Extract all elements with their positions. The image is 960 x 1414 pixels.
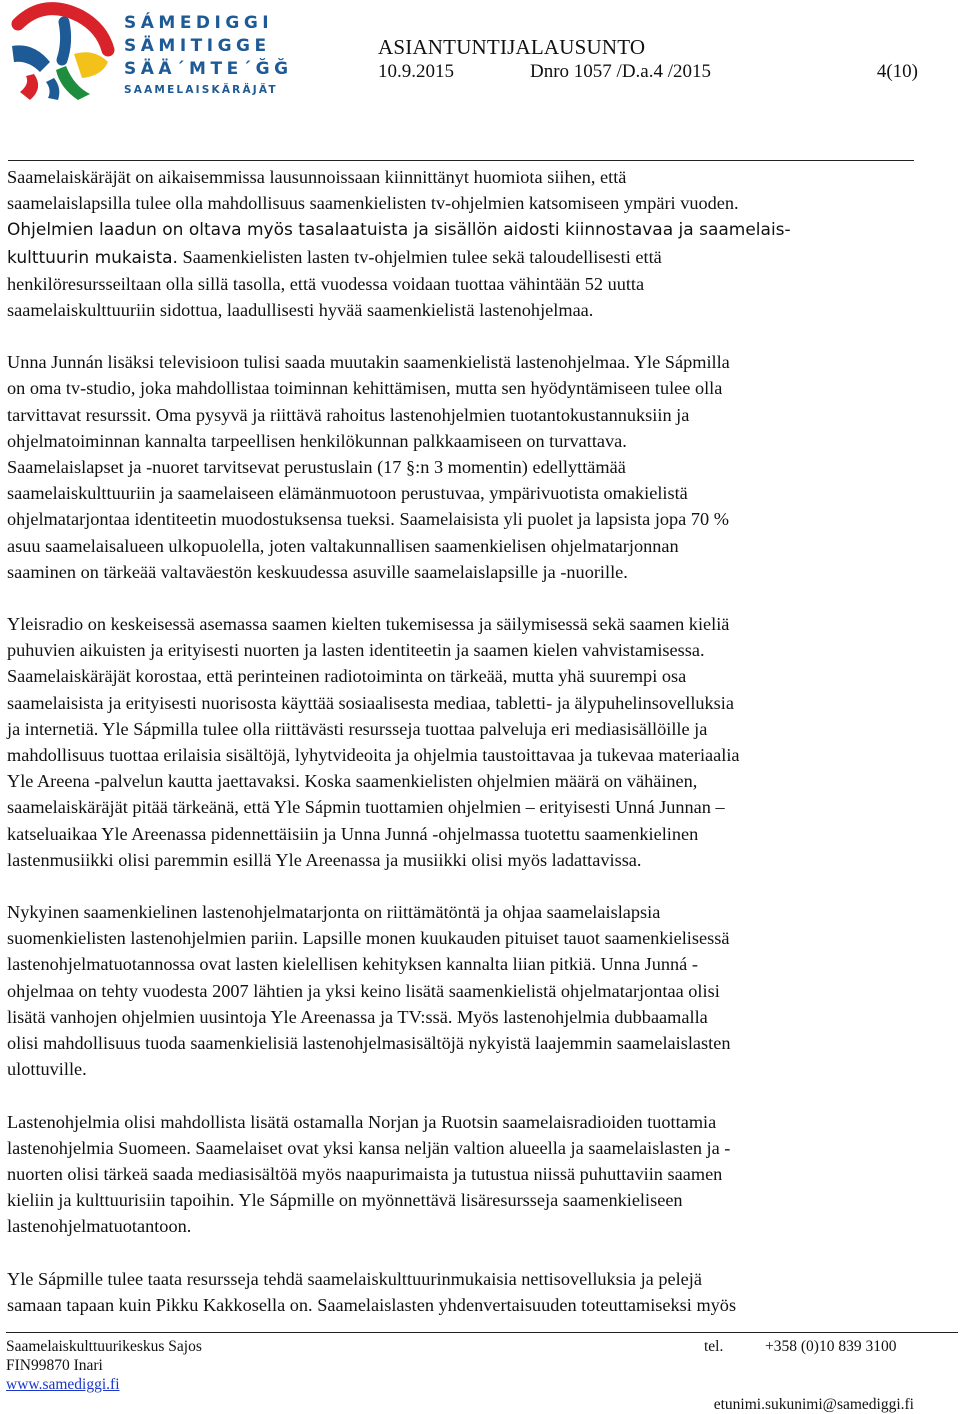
footer-email: etunimi.sukunimi@samediggi.fi [713,1396,914,1413]
footer-tel-label: tel. [704,1338,724,1355]
paragraph-1-sans-line-1: Ohjelmien laadun on oltava myös tasalaatuista ja sisällön aidosti kiinnostavaa ja saamelais- [7,220,791,241]
document-body [7,164,922,1344]
header-divider [8,160,914,161]
paragraph-4: Nykyinen saamenkielinen lastenohjelmatarjonta on riittämätöntä ja ohjaa saamelaislapsia suomenkielisten lastenohjelmien pariin. Lapsille monen kuukauden pituiset tauot saamenkielisessä lastenohjelmatuotannossa ovat lasten kielellisen kehityksen kannalta liian pitkiä. Unna Junná - ohjelmaa on tehty vuodesta 2007 lähtien ja yksi keino lisätä saamenkielistä ohjelmatarjontaa olisi lisätä vanhojen ohjelmien uusintoja Yle Areenassa ja TV:ssä. Myös lastenohjelmia dubbaamalla olisi mahdollisuus tuoda saamenkielisiä lastenohjelmasisältöjä nykyistä laajemmin saamelaislasten ulottuville. [7,902,731,1080]
paragraph-1 [7,164,922,323]
paragraph-5: Lastenohjelmia olisi mahdollista lisätä ostamalla Norjan ja Ruotsin saamelaisradioiden tuottamia lastenohjelmia Suomeen. Saamelaiset ovat yksi kansa neljän valtion alueella ja saamelaislasten ja - nuorten olisi tärkeä saada mediasisältöä myös naapurimaista ja tutustua niissä puhuttaviin saamen kieliin ja kulttuurisiin tapoihin. Yle Sápmille on myönnettävä lisäresursseja saamenkieliseen lastenohjelmatuotantoon. [7,1111,731,1237]
page-number: 4(10) [876,61,918,82]
logo-wordmark [124,12,293,98]
logo-emblem-icon [4,2,119,102]
logo-line-2: SÄMITIGGE [124,36,271,56]
paragraph-1-line-2: saamelaislapsilla tulee olla mahdollisuus saamenkielisten tv-ohjelmien katsomiseen ympäri vuoden. [7,193,739,214]
paragraph-3: Yleisradio on keskeisessä asemassa saamen kielten tukemisessa ja säilymisessä sekä saamen kieliä puhuvien aikuisten ja erityisesti nuorten ja lasten identiteetin ja saamen kielen vahvistamisessa. Saamelaiskäräjät korostaa, että perinteinen radiotoiminta on tärkeää, mutta yhä suurempi osa saamelaisista ja erityisesti nuorisosta käyttää sosiaalisesta mediaa, tabletti- ja älypuhelinsovelluksia ja internetiä. Yle Sápmilla tulee olla riittävästi resursseja tuottaa palveluja eri mediasisällöille ja mahdollisuus tuottaa erilaisia sisältöjä, lyhytvideoita ja ohjelmia taustoittavaa ja tukevaa materiaalia Yle Areena -palvelun kautta jaettavaksi. Koska saamenkielisten ohjelmien määrä on vähäinen, saamelaiskäräjät pitää tärkeänä, että Yle Sápmin tuottamien ohjelmien – erityisesti Unná Junnan – katseluaikaa Yle Areenassa pidennettäisiin ja Unna Junná -ohjelmassa tuotettu saamenkielinen lastenmusiikki olisi paremmin esillä Yle Areenassa ja musiikki olisi myös ladattavissa. [7,614,740,870]
footer-website-link[interactable]: www.samediggi.fi [6,1376,120,1393]
paragraph-2: Unna Junnán lisäksi televisioon tulisi saada muutakin saamenkielistä lastenohjelmaa. Yle Sápmilla on oma tv-studio, joka mahdollistaa toiminnan kehittämisen, mutta sen hyödyntämiseen tulee olla tarvittavat resurssit. Oma pysyvä ja riittävä rahoitus lastenohjelmien tuotantokustannuksiin ja ohjelmatoiminnan kannalta tarpeellisen henkilökunnan palkkaamiseen on turvattava. Saamelaislapset ja -nuoret tarvitsevat perustuslain (17 §:n 3 momentin) edellyttämää saamelaiskulttuuriin ja saamelaiseen elämänmuotoon perustuvaa, ympärivuotista omakielistä ohjelmatarjontaa identiteetin muodostuksensa tueksi. Saamelaisista yli puolet ja lapsista jopa 70 % asuu saamelaisalueen ulkopuolella, joten valtakunnallisen saamenkielisen ohjelmatarjonnan saaminen on tärkeää valtaväestön keskuudessa asuville saamelaislapsille ja -nuorille. [7,352,730,582]
footer-phone-number: +358 (0)10 839 3100 [765,1338,897,1355]
document-date: 10.9.2015 [378,61,454,82]
logo-line-1: SÁMEDIGGI [124,13,274,33]
document-reference-number: Dnro 1057 /D.a.4 /2015 [530,61,712,82]
paragraph-6: Yle Sápmille tulee taata resursseja tehdä saamelaiskulttuurinmukaisia nettisovelluksia ja pelejä samaan tapaan kuin Pikku Kakkosella on. Saamelaislasten yhdenvertaisuuden toteuttamiseksi myös [7,1268,737,1315]
footer-divider [6,1332,958,1333]
footer-address: FIN99870 Inari [6,1357,103,1374]
paragraph-1-tail: Saamenkielisten lasten tv-ohjelmien tulee sekä taloudellisesti että henkilöresursseiltaan olla sillä tasolla, että vuodessa voidaan tuottaa vähintään 52 uutta saamelaiskulttuuriin sidottua, laadullisesti hyvää saamenkielistä lastenohjelmaa. [7,246,662,321]
samediggi-logo [4,2,294,102]
footer-organization: Saamelaiskulttuurikeskus Sajos [6,1338,202,1355]
paragraph-1-line-1: Saamelaiskäräjät on aikaisemmissa lausunnoissaan kiinnittänyt huomiota siihen, että [7,167,627,187]
document-type-title: ASIANTUNTIJALAUSUNTO [378,35,646,59]
logo-subtitle: SAAMELAISKÄRÄJÄT [124,84,278,96]
paragraph-1-sans-line-2: kulttuurin mukaista. [7,247,178,268]
logo-line-3: SÄÄ´MTE´ĞĞ [124,59,293,79]
